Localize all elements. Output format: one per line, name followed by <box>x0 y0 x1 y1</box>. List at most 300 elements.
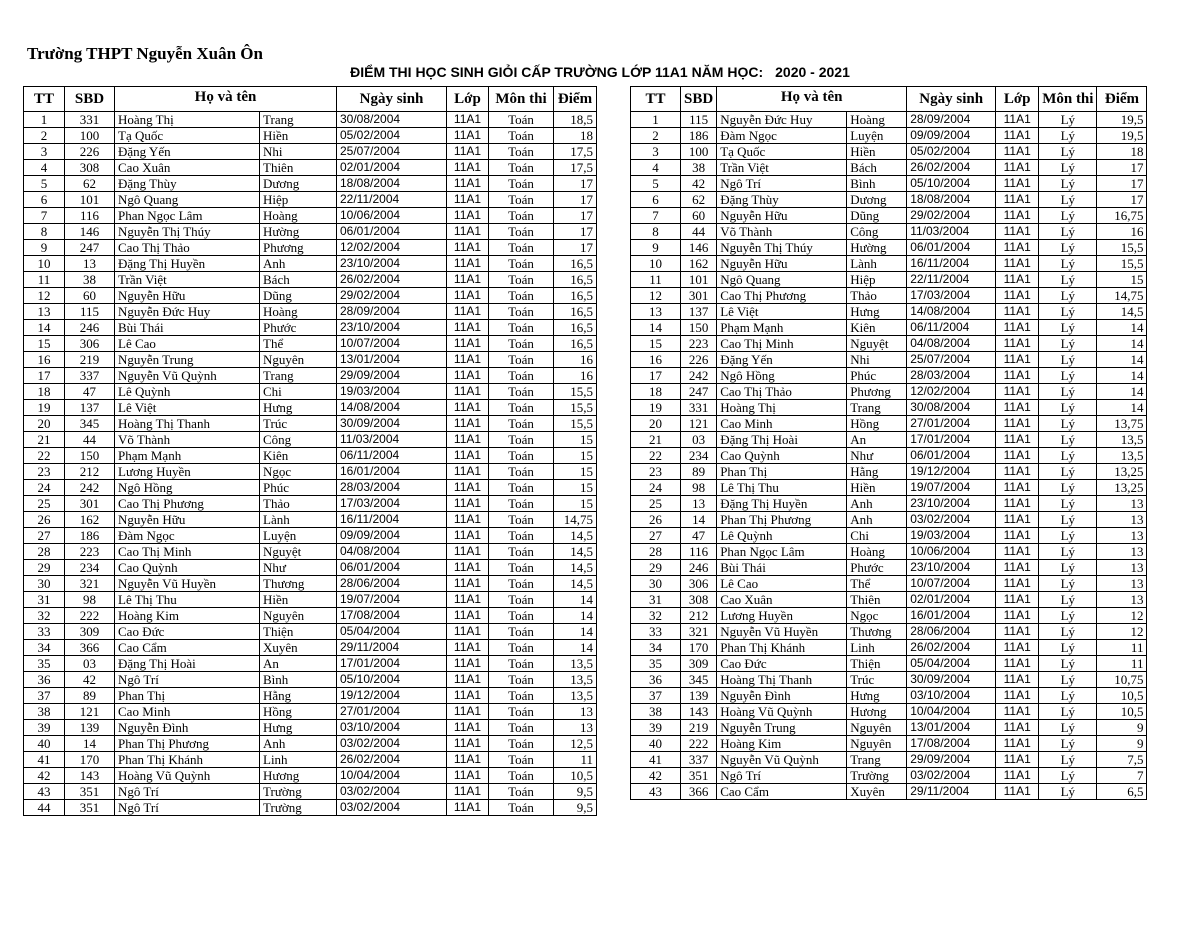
table-row <box>631 576 1147 592</box>
cell-mon-thi: Toán <box>489 368 554 384</box>
cell-ho-lot: Ngô Trí <box>115 672 260 688</box>
cell-sbd: 234 <box>681 448 717 464</box>
cell-ten: Hiền <box>847 480 907 496</box>
cell-lop: 11A1 <box>447 736 489 752</box>
cell-tt: 32 <box>631 608 681 624</box>
cell-tt: 33 <box>631 624 681 640</box>
table-row <box>24 192 597 208</box>
cell-ho-lot: Đặng Yến <box>717 352 847 368</box>
cell-tt: 16 <box>631 352 681 368</box>
cell-ngay-sinh: 16/01/2004 <box>907 608 996 624</box>
cell-mon-thi: Toán <box>489 672 554 688</box>
cell-ngay-sinh: 19/12/2004 <box>907 464 996 480</box>
table-row <box>24 624 597 640</box>
col-lop: Lớp <box>447 87 489 112</box>
cell-sbd: 162 <box>681 256 717 272</box>
cell-ten: Trường <box>847 768 907 784</box>
cell-ngay-sinh: 03/10/2004 <box>337 720 447 736</box>
cell-mon-thi: Toán <box>489 304 554 320</box>
cell-tt: 35 <box>24 656 65 672</box>
cell-ngay-sinh: 05/10/2004 <box>907 176 996 192</box>
cell-ho-lot: Đặng Thùy <box>717 192 847 208</box>
cell-lop: 11A1 <box>996 496 1039 512</box>
cell-tt: 31 <box>631 592 681 608</box>
cell-mon-thi: Lý <box>1039 784 1097 800</box>
cell-ten: Nguyệt <box>260 544 337 560</box>
cell-mon-thi: Lý <box>1039 224 1097 240</box>
cell-ten: Xuyên <box>847 784 907 800</box>
cell-diem: 18 <box>1097 144 1147 160</box>
table-row <box>24 688 597 704</box>
cell-lop: 11A1 <box>447 688 489 704</box>
cell-lop: 11A1 <box>996 432 1039 448</box>
cell-ten: Lành <box>260 512 337 528</box>
table-row <box>24 384 597 400</box>
cell-diem: 15 <box>1097 272 1147 288</box>
cell-ho-lot: Đặng Thị Hoài <box>717 432 847 448</box>
cell-tt: 19 <box>24 400 65 416</box>
cell-ho-lot: Lê Cao <box>115 336 260 352</box>
table-row <box>631 224 1147 240</box>
cell-mon-thi: Lý <box>1039 272 1097 288</box>
table-row <box>24 672 597 688</box>
cell-lop: 11A1 <box>996 144 1039 160</box>
cell-ten: Trang <box>260 368 337 384</box>
cell-diem: 13 <box>1097 528 1147 544</box>
cell-lop: 11A1 <box>996 416 1039 432</box>
cell-sbd: 301 <box>65 496 115 512</box>
cell-ten: Trang <box>847 752 907 768</box>
cell-ngay-sinh: 28/03/2004 <box>337 480 447 496</box>
col-hoten: Họ và tên <box>717 87 907 112</box>
cell-sbd: 98 <box>681 480 717 496</box>
table-row <box>631 368 1147 384</box>
cell-ho-lot: Ngô Trí <box>717 768 847 784</box>
cell-sbd: 309 <box>681 656 717 672</box>
cell-sbd: 143 <box>65 768 115 784</box>
cell-tt: 18 <box>24 384 65 400</box>
cell-diem: 10,5 <box>1097 704 1147 720</box>
cell-lop: 11A1 <box>447 320 489 336</box>
math-scores-body <box>24 112 597 816</box>
cell-mon-thi: Lý <box>1039 128 1097 144</box>
cell-ngay-sinh: 06/11/2004 <box>907 320 996 336</box>
cell-lop: 11A1 <box>996 512 1039 528</box>
cell-mon-thi: Toán <box>489 480 554 496</box>
cell-ten: Luyện <box>260 528 337 544</box>
cell-ngay-sinh: 23/10/2004 <box>337 256 447 272</box>
cell-ten: Thiên <box>260 160 337 176</box>
cell-diem: 13,75 <box>1097 416 1147 432</box>
cell-tt: 5 <box>24 176 65 192</box>
table-row <box>24 224 597 240</box>
cell-ho-lot: Hoàng Thị <box>717 400 847 416</box>
cell-lop: 11A1 <box>447 384 489 400</box>
cell-mon-thi: Lý <box>1039 592 1097 608</box>
cell-tt: 11 <box>631 272 681 288</box>
cell-mon-thi: Toán <box>489 720 554 736</box>
cell-tt: 3 <box>631 144 681 160</box>
table-row <box>24 752 597 768</box>
cell-tt: 37 <box>24 688 65 704</box>
cell-ngay-sinh: 29/09/2004 <box>337 368 447 384</box>
table-row <box>631 352 1147 368</box>
cell-ten: Hưng <box>847 304 907 320</box>
cell-sbd: 306 <box>65 336 115 352</box>
table-row <box>631 528 1147 544</box>
cell-diem: 13,5 <box>1097 448 1147 464</box>
cell-ten: Dương <box>260 176 337 192</box>
cell-sbd: 234 <box>65 560 115 576</box>
cell-tt: 31 <box>24 592 65 608</box>
table-row <box>24 352 597 368</box>
cell-mon-thi: Lý <box>1039 656 1097 672</box>
cell-diem: 14,5 <box>554 528 597 544</box>
cell-ho-lot: Lê Quỳnh <box>717 528 847 544</box>
cell-mon-thi: Toán <box>489 544 554 560</box>
cell-lop: 11A1 <box>447 304 489 320</box>
cell-mon-thi: Toán <box>489 800 554 816</box>
cell-diem: 16,5 <box>554 272 597 288</box>
cell-sbd: 62 <box>681 192 717 208</box>
cell-ngay-sinh: 14/08/2004 <box>337 400 447 416</box>
cell-mon-thi: Lý <box>1039 448 1097 464</box>
cell-tt: 8 <box>631 224 681 240</box>
cell-mon-thi: Lý <box>1039 480 1097 496</box>
cell-lop: 11A1 <box>996 112 1039 128</box>
cell-lop: 11A1 <box>996 688 1039 704</box>
cell-sbd: 60 <box>681 208 717 224</box>
cell-ho-lot: Nguyễn Thị Thúy <box>717 240 847 256</box>
cell-ngay-sinh: 10/06/2004 <box>907 544 996 560</box>
cell-ten: Dũng <box>847 208 907 224</box>
table-row <box>24 560 597 576</box>
cell-tt: 28 <box>24 544 65 560</box>
cell-diem: 14 <box>554 640 597 656</box>
cell-mon-thi: Lý <box>1039 192 1097 208</box>
cell-mon-thi: Lý <box>1039 752 1097 768</box>
cell-ngay-sinh: 27/01/2004 <box>337 704 447 720</box>
cell-ho-lot: Cao Cẩm <box>717 784 847 800</box>
cell-mon-thi: Lý <box>1039 608 1097 624</box>
cell-sbd: 42 <box>681 176 717 192</box>
cell-ngay-sinh: 05/10/2004 <box>337 672 447 688</box>
cell-tt: 1 <box>631 112 681 128</box>
table-row <box>631 304 1147 320</box>
cell-ten: Như <box>260 560 337 576</box>
cell-tt: 24 <box>24 480 65 496</box>
cell-ho-lot: Trần Việt <box>717 160 847 176</box>
table-row <box>24 768 597 784</box>
table-row <box>24 368 597 384</box>
cell-tt: 32 <box>24 608 65 624</box>
cell-ngay-sinh: 13/01/2004 <box>907 720 996 736</box>
table-row <box>631 112 1147 128</box>
cell-ho-lot: Ngô Trí <box>717 176 847 192</box>
cell-mon-thi: Lý <box>1039 320 1097 336</box>
cell-sbd: 146 <box>65 224 115 240</box>
cell-diem: 12 <box>1097 624 1147 640</box>
cell-tt: 6 <box>631 192 681 208</box>
cell-diem: 13,25 <box>1097 480 1147 496</box>
table-row <box>631 768 1147 784</box>
cell-ngay-sinh: 06/01/2004 <box>337 560 447 576</box>
cell-tt: 38 <box>24 704 65 720</box>
cell-sbd: 101 <box>681 272 717 288</box>
cell-sbd: 226 <box>65 144 115 160</box>
cell-lop: 11A1 <box>996 752 1039 768</box>
cell-mon-thi: Toán <box>489 400 554 416</box>
cell-diem: 13 <box>1097 512 1147 528</box>
cell-ngay-sinh: 12/02/2004 <box>907 384 996 400</box>
cell-ngay-sinh: 05/04/2004 <box>337 624 447 640</box>
table-row <box>631 512 1147 528</box>
table-row <box>631 736 1147 752</box>
cell-sbd: 337 <box>65 368 115 384</box>
cell-tt: 2 <box>24 128 65 144</box>
cell-tt: 36 <box>631 672 681 688</box>
table-row <box>631 464 1147 480</box>
cell-tt: 42 <box>631 768 681 784</box>
cell-mon-thi: Lý <box>1039 768 1097 784</box>
cell-ten: Hoàng <box>847 544 907 560</box>
cell-lop: 11A1 <box>447 624 489 640</box>
cell-ho-lot: Hoàng Thị Thanh <box>115 416 260 432</box>
cell-lop: 11A1 <box>447 432 489 448</box>
col-ngaysinh: Ngày sinh <box>337 87 447 112</box>
cell-ho-lot: Lương Huyền <box>717 608 847 624</box>
cell-ten: Thể <box>260 336 337 352</box>
table-row <box>24 336 597 352</box>
table-row <box>24 576 597 592</box>
cell-ten: Chi <box>847 528 907 544</box>
cell-ngay-sinh: 04/08/2004 <box>907 336 996 352</box>
cell-ten: Nguyên <box>260 608 337 624</box>
physics-scores-body <box>631 112 1147 800</box>
header-row <box>24 87 597 112</box>
cell-diem: 15,5 <box>554 416 597 432</box>
cell-mon-thi: Lý <box>1039 544 1097 560</box>
cell-diem: 9,5 <box>554 784 597 800</box>
cell-lop: 11A1 <box>447 272 489 288</box>
cell-ho-lot: Nguyễn Vũ Quỳnh <box>717 752 847 768</box>
cell-ngay-sinh: 05/02/2004 <box>907 144 996 160</box>
cell-sbd: 137 <box>65 400 115 416</box>
cell-diem: 16 <box>554 368 597 384</box>
col-monthi: Môn thi <box>1039 87 1097 112</box>
cell-mon-thi: Lý <box>1039 560 1097 576</box>
cell-sbd: 47 <box>681 528 717 544</box>
cell-sbd: 150 <box>65 448 115 464</box>
cell-lop: 11A1 <box>447 480 489 496</box>
table-row <box>631 272 1147 288</box>
cell-ngay-sinh: 17/08/2004 <box>907 736 996 752</box>
cell-ho-lot: Nguyễn Trung <box>115 352 260 368</box>
cell-mon-thi: Toán <box>489 784 554 800</box>
cell-sbd: 345 <box>681 672 717 688</box>
cell-tt: 7 <box>24 208 65 224</box>
cell-mon-thi: Lý <box>1039 208 1097 224</box>
table-row <box>24 144 597 160</box>
cell-ten: Công <box>847 224 907 240</box>
cell-diem: 13,5 <box>554 672 597 688</box>
cell-mon-thi: Lý <box>1039 176 1097 192</box>
cell-ho-lot: Cao Thị Phương <box>115 496 260 512</box>
cell-ten: Xuyên <box>260 640 337 656</box>
cell-ten: Thiện <box>260 624 337 640</box>
cell-sbd: 246 <box>65 320 115 336</box>
cell-ten: Như <box>847 448 907 464</box>
cell-tt: 29 <box>631 560 681 576</box>
cell-ngay-sinh: 02/01/2004 <box>907 592 996 608</box>
cell-lop: 11A1 <box>996 544 1039 560</box>
cell-tt: 28 <box>631 544 681 560</box>
cell-tt: 14 <box>631 320 681 336</box>
cell-diem: 13 <box>1097 592 1147 608</box>
cell-lop: 11A1 <box>996 640 1039 656</box>
table-row <box>631 640 1147 656</box>
table-row <box>631 752 1147 768</box>
cell-mon-thi: Lý <box>1039 576 1097 592</box>
cell-mon-thi: Lý <box>1039 416 1097 432</box>
cell-tt: 41 <box>631 752 681 768</box>
table-row <box>24 400 597 416</box>
cell-tt: 12 <box>24 288 65 304</box>
cell-ngay-sinh: 03/02/2004 <box>907 512 996 528</box>
cell-sbd: 309 <box>65 624 115 640</box>
cell-diem: 17 <box>554 208 597 224</box>
cell-mon-thi: Toán <box>489 144 554 160</box>
cell-mon-thi: Lý <box>1039 512 1097 528</box>
cell-diem: 16 <box>1097 224 1147 240</box>
cell-lop: 11A1 <box>996 368 1039 384</box>
col-lop: Lớp <box>996 87 1039 112</box>
cell-diem: 11 <box>1097 656 1147 672</box>
cell-tt: 20 <box>631 416 681 432</box>
cell-mon-thi: Toán <box>489 176 554 192</box>
cell-ten: Linh <box>260 752 337 768</box>
cell-ten: Hoàng <box>260 304 337 320</box>
cell-mon-thi: Toán <box>489 704 554 720</box>
cell-ten: Hồng <box>260 704 337 720</box>
cell-ho-lot: Nguyễn Đức Huy <box>115 304 260 320</box>
cell-sbd: 223 <box>65 544 115 560</box>
header-row <box>631 87 1147 112</box>
table-row <box>631 720 1147 736</box>
cell-tt: 9 <box>24 240 65 256</box>
cell-tt: 27 <box>24 528 65 544</box>
cell-ngay-sinh: 19/12/2004 <box>337 688 447 704</box>
cell-sbd: 03 <box>65 656 115 672</box>
cell-lop: 11A1 <box>447 752 489 768</box>
cell-lop: 11A1 <box>447 112 489 128</box>
cell-ten: Hồng <box>847 416 907 432</box>
cell-ngay-sinh: 05/04/2004 <box>907 656 996 672</box>
cell-mon-thi: Lý <box>1039 368 1097 384</box>
table-row <box>24 416 597 432</box>
cell-tt: 13 <box>24 304 65 320</box>
cell-mon-thi: Toán <box>489 608 554 624</box>
table-row <box>24 288 597 304</box>
cell-ho-lot: Phan Ngọc Lâm <box>115 208 260 224</box>
cell-ngay-sinh: 28/06/2004 <box>907 624 996 640</box>
cell-ngay-sinh: 29/09/2004 <box>907 752 996 768</box>
cell-lop: 11A1 <box>996 336 1039 352</box>
col-tt: TT <box>631 87 681 112</box>
cell-lop: 11A1 <box>447 192 489 208</box>
cell-sbd: 115 <box>65 304 115 320</box>
cell-tt: 10 <box>24 256 65 272</box>
cell-tt: 43 <box>24 784 65 800</box>
cell-lop: 11A1 <box>996 464 1039 480</box>
cell-mon-thi: Lý <box>1039 304 1097 320</box>
cell-sbd: 139 <box>681 688 717 704</box>
cell-ngay-sinh: 30/09/2004 <box>907 672 996 688</box>
cell-tt: 34 <box>631 640 681 656</box>
cell-lop: 11A1 <box>996 160 1039 176</box>
cell-lop: 11A1 <box>996 704 1039 720</box>
cell-tt: 11 <box>24 272 65 288</box>
cell-ho-lot: Nguyễn Hữu <box>115 512 260 528</box>
cell-diem: 15 <box>554 496 597 512</box>
cell-ngay-sinh: 17/03/2004 <box>337 496 447 512</box>
cell-ho-lot: Phan Thị <box>115 688 260 704</box>
cell-ho-lot: Ngô Quang <box>717 272 847 288</box>
cell-ten: Trúc <box>847 672 907 688</box>
cell-diem: 11 <box>1097 640 1147 656</box>
cell-ngay-sinh: 30/09/2004 <box>337 416 447 432</box>
cell-diem: 16,5 <box>554 304 597 320</box>
cell-tt: 26 <box>631 512 681 528</box>
table-row <box>24 720 597 736</box>
cell-sbd: 100 <box>681 144 717 160</box>
table-row <box>24 432 597 448</box>
cell-diem: 14,5 <box>1097 304 1147 320</box>
cell-ngay-sinh: 29/11/2004 <box>907 784 996 800</box>
cell-diem: 13,5 <box>1097 432 1147 448</box>
cell-tt: 4 <box>24 160 65 176</box>
cell-ho-lot: Nguyễn Đức Huy <box>717 112 847 128</box>
cell-ho-lot: Đặng Thị Hoài <box>115 656 260 672</box>
cell-sbd: 247 <box>681 384 717 400</box>
cell-diem: 16,5 <box>554 320 597 336</box>
cell-ngay-sinh: 22/11/2004 <box>337 192 447 208</box>
cell-sbd: 100 <box>65 128 115 144</box>
cell-lop: 11A1 <box>996 528 1039 544</box>
cell-diem: 15,5 <box>554 400 597 416</box>
cell-diem: 6,5 <box>1097 784 1147 800</box>
cell-ten: Hưng <box>260 400 337 416</box>
cell-ho-lot: Hoàng Kim <box>717 736 847 752</box>
cell-lop: 11A1 <box>447 240 489 256</box>
cell-diem: 16,75 <box>1097 208 1147 224</box>
cell-ngay-sinh: 19/03/2004 <box>907 528 996 544</box>
cell-lop: 11A1 <box>447 512 489 528</box>
cell-diem: 17,5 <box>554 144 597 160</box>
cell-ten: An <box>847 432 907 448</box>
cell-mon-thi: Toán <box>489 224 554 240</box>
cell-ho-lot: Bùi Thái <box>717 560 847 576</box>
cell-ten: Thương <box>260 576 337 592</box>
cell-diem: 15,5 <box>1097 256 1147 272</box>
col-sbd: SBD <box>65 87 115 112</box>
cell-mon-thi: Toán <box>489 688 554 704</box>
cell-ngay-sinh: 17/08/2004 <box>337 608 447 624</box>
cell-lop: 11A1 <box>447 560 489 576</box>
cell-ten: Thảo <box>847 288 907 304</box>
cell-lop: 11A1 <box>996 480 1039 496</box>
cell-ho-lot: Cao Đức <box>115 624 260 640</box>
